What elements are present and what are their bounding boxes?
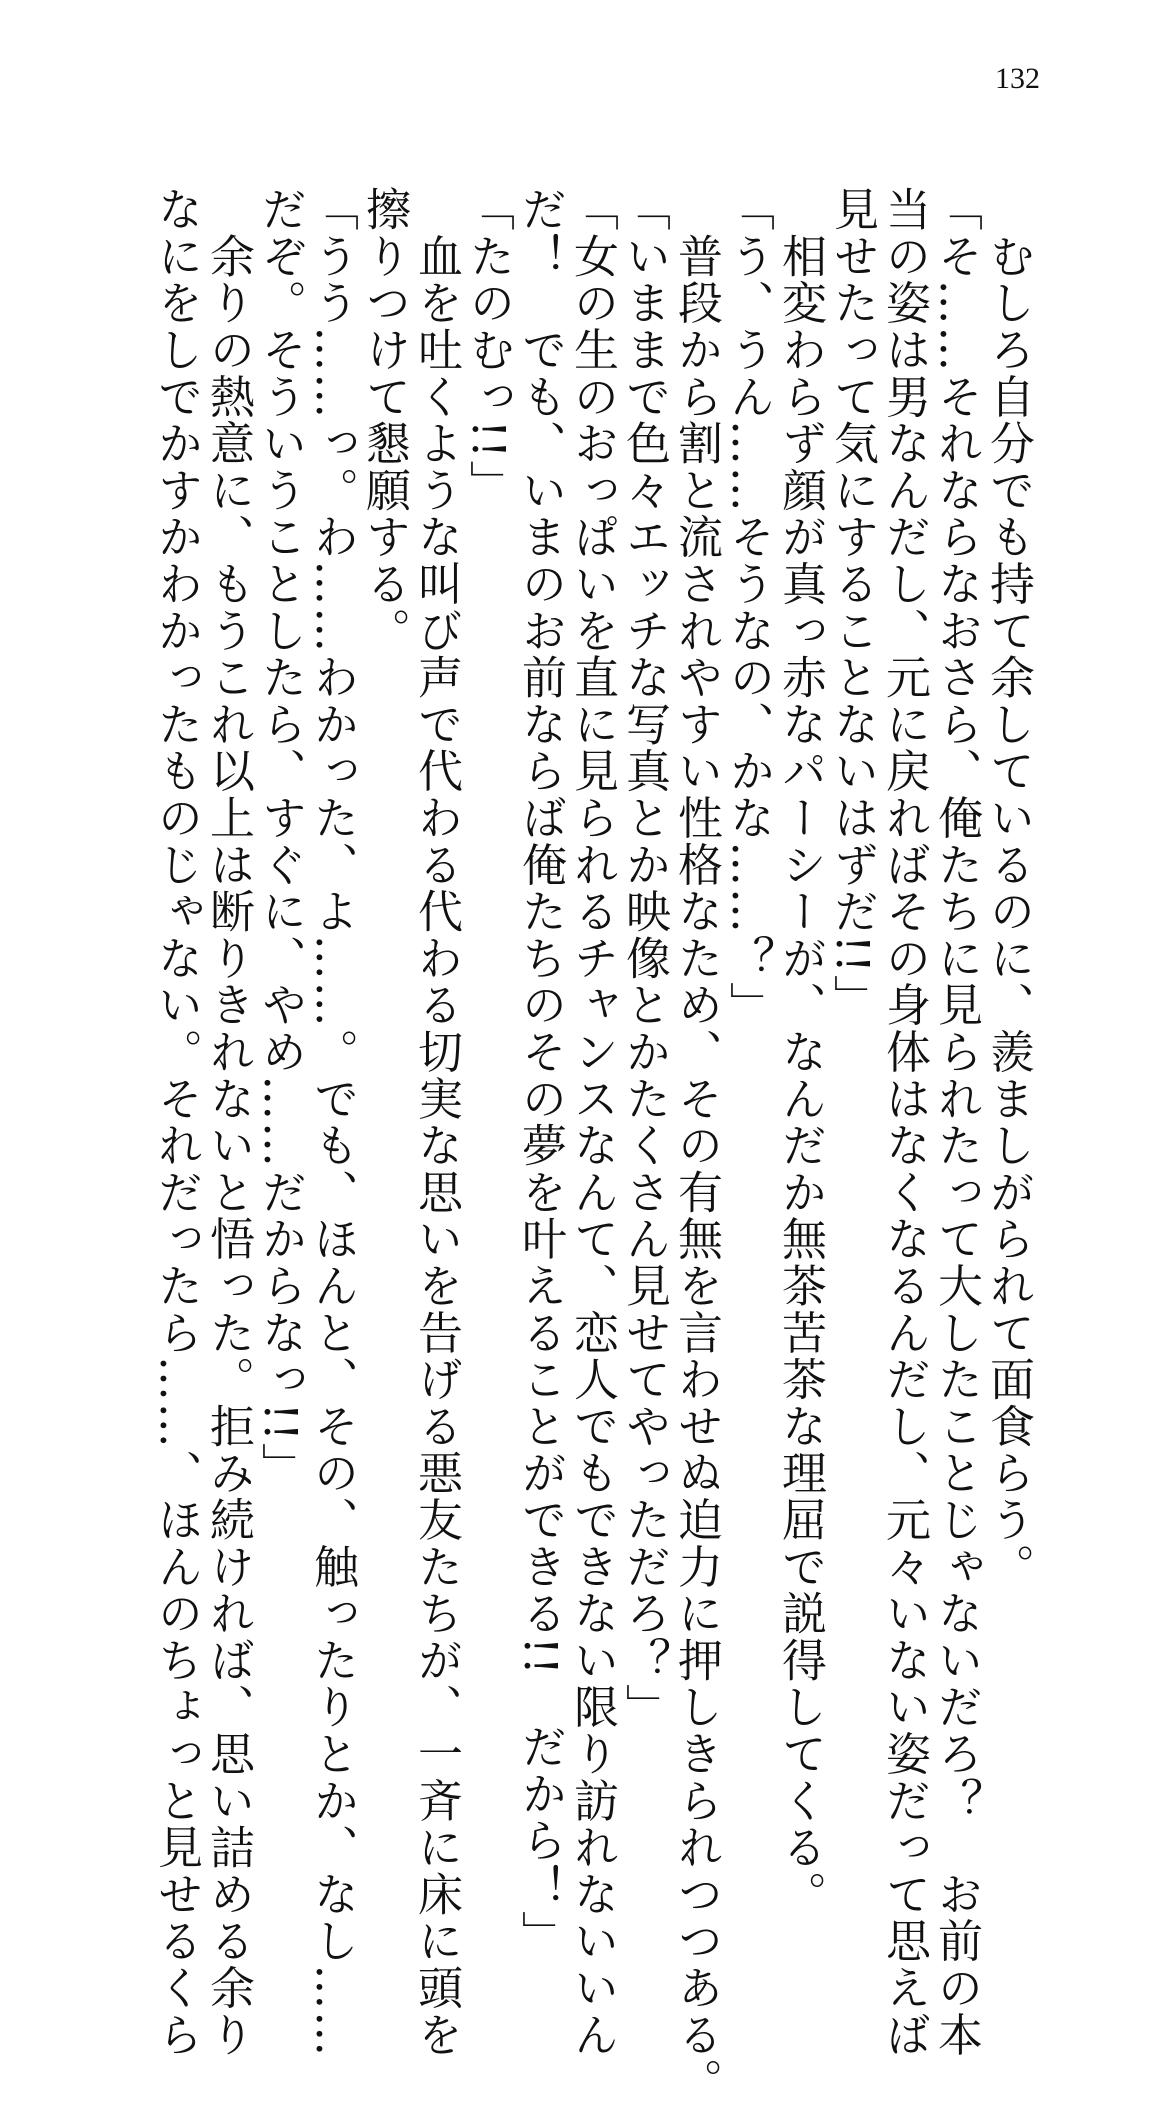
text-line: 「そ……それならなおさら、俺たちに見られたって大したことじゃないだろ？ お前の本 bbox=[930, 186, 983, 2058]
text-line: 当の姿は男なんだし、元に戻ればその身体はなくなるんだし、元々いない姿だって思えば bbox=[878, 186, 931, 2058]
page-number: 132 bbox=[995, 62, 1040, 95]
text-line: 「女の生のおっぱいを直に見られるチャンスなんて、恋人でもできない限り訪れないいん bbox=[566, 186, 619, 2058]
text-line: むしろ自分でも持て余しているのに、羨ましがられて面食らう。 bbox=[982, 186, 1035, 1590]
text-line: 「いままで色々エッチな写真とか映像とかたくさん見せてやっただろ？」 bbox=[618, 186, 671, 1731]
vertical-body-text bbox=[150, 186, 1035, 2105]
text-line: 「う、うん……そうなの、かな……？」 bbox=[722, 186, 775, 1029]
text-line: 「うう……っ。わ……わかった、よ……。でも、ほんと、その、触ったりとか、なし…… bbox=[306, 186, 359, 2058]
text-line: だ！ でも、いまのお前ならば俺たちのその夢を叶えることができる!! だから！」 bbox=[514, 186, 567, 1958]
text-line: 相変わらず顔が真っ赤なパーシーが、なんだか無茶苦茶な理屈で説得してくる。 bbox=[774, 186, 827, 1918]
text-line: なにをしでかすかわかったものじゃない。それだったら……、ほんのちょっと見せるくら bbox=[150, 186, 203, 2058]
text-line: 血を吐くような叫び声で代わる代わる切実な思いを告げる悪友たちが、一斉に床に頭を bbox=[410, 186, 463, 2058]
text-line: 擦りつけて懇願する。 bbox=[358, 186, 411, 654]
text-line: 余りの熱意に、もうこれ以上は断りきれないと悟った。拒み続ければ、思い詰める余り bbox=[202, 186, 255, 2058]
text-line: だぞ。そういうことしたら、すぐに、やめ……だからなっ!!」 bbox=[254, 186, 307, 1490]
text-line: 見せたって気にすることないはずだ!!」 bbox=[826, 186, 879, 1022]
text-line: 「たのむっ!!」 bbox=[462, 186, 515, 507]
text-line: 普段から割と流されやすい性格なため、その有無を言わせぬ迫力に押しきられつつある。 bbox=[670, 186, 723, 2105]
